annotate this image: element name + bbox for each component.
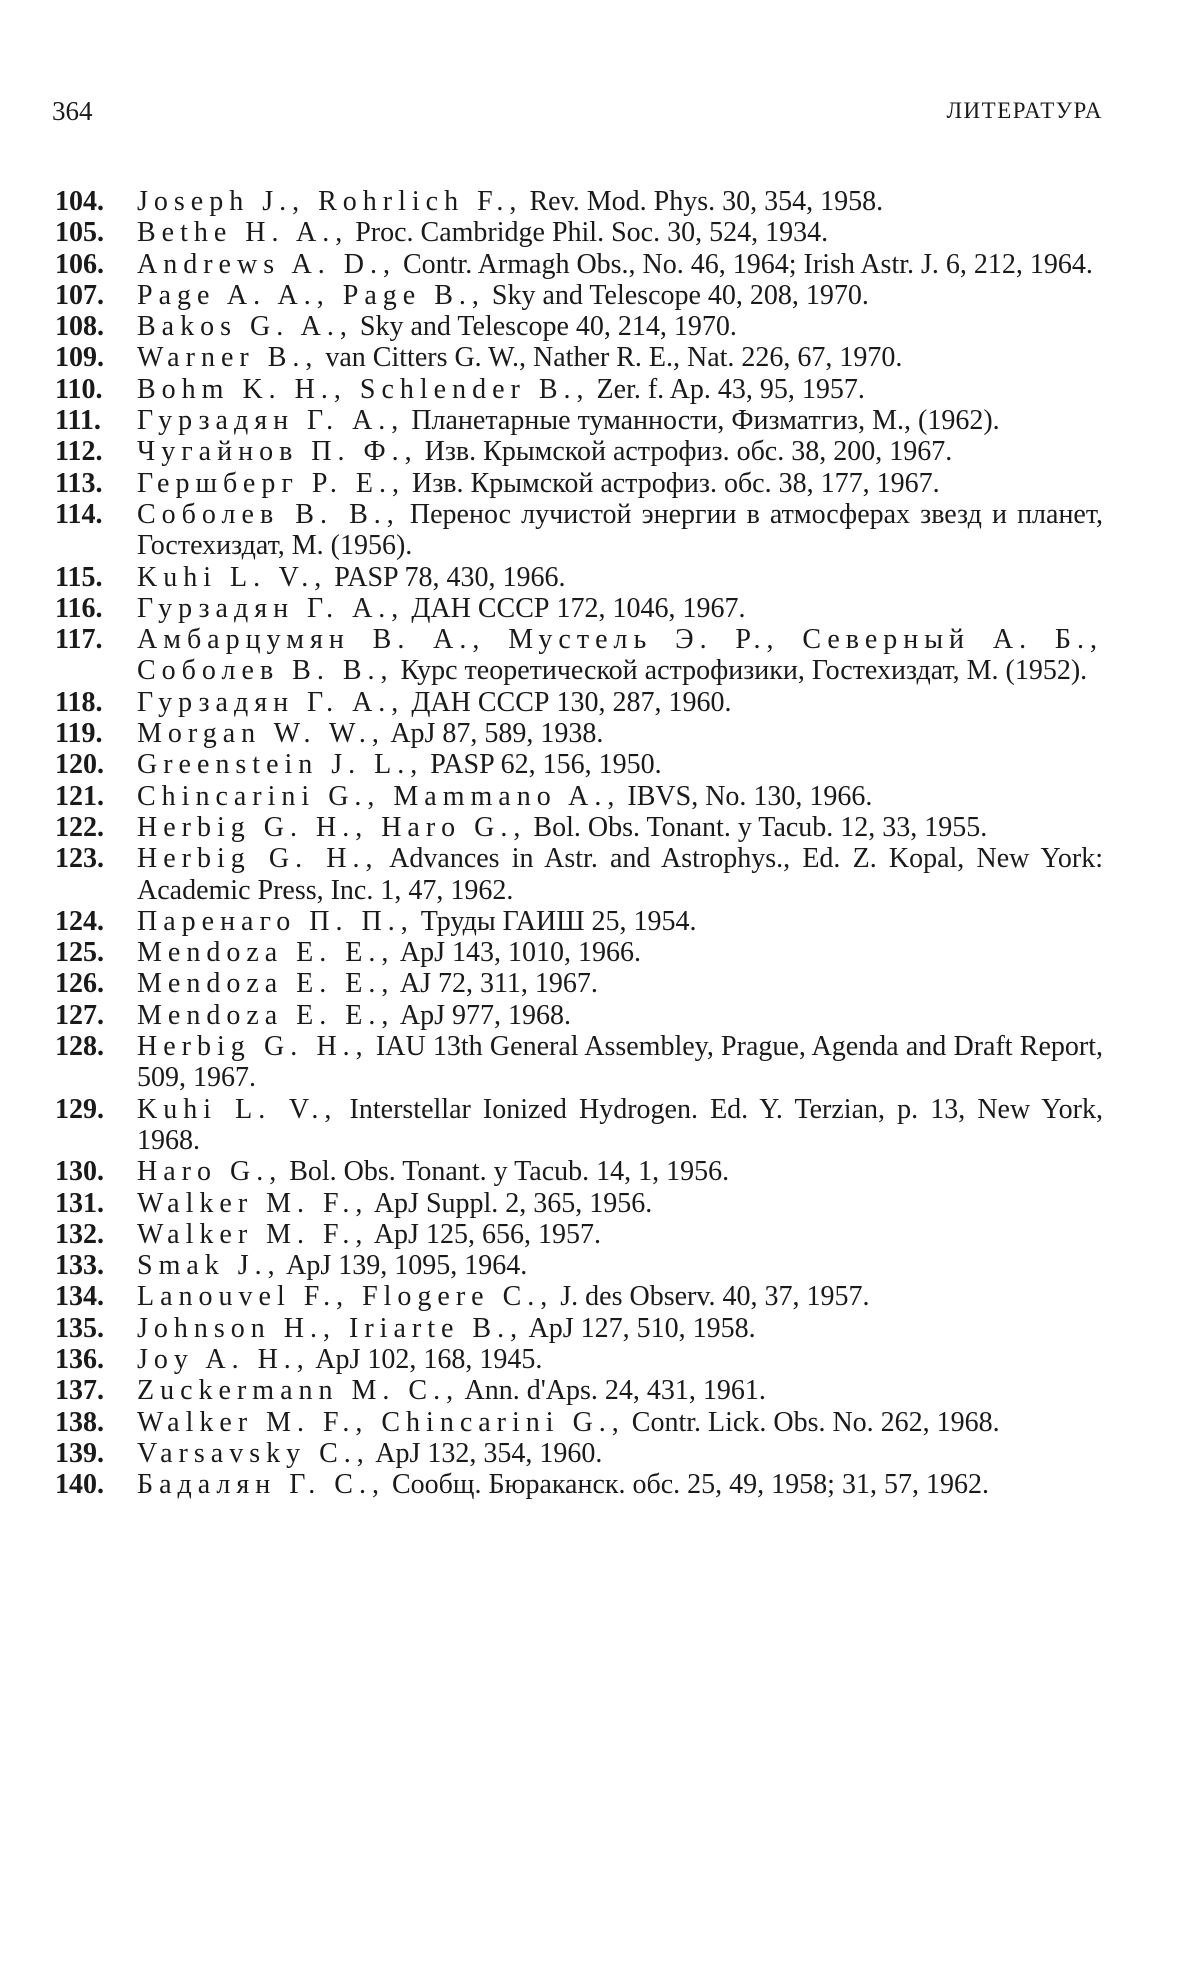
reference-number: 110. [55, 373, 103, 405]
reference-item [55, 217, 1103, 248]
reference-item [55, 1407, 1103, 1438]
reference-authors: Kuhi L. V., [137, 561, 328, 593]
reference-citation: J. des Observ. 40, 37, 1957. [553, 1281, 870, 1313]
reference-citation: ApJ 132, 354, 1960. [369, 1437, 603, 1469]
reference-item [55, 906, 1103, 937]
reference-authors: Паренаго П. П., [137, 905, 414, 937]
reference-authors: Walker M. F., Chincarini G., [137, 1406, 625, 1438]
reference-authors: Бадалян Г. С., [137, 1469, 385, 1501]
reference-number: 140. [55, 1469, 104, 1501]
reference-authors: Walker M. F., [137, 1218, 369, 1250]
reference-citation: ApJ Suppl. 2, 365, 1956. [368, 1187, 653, 1219]
reference-item [55, 468, 1103, 499]
reference-number: 133. [55, 1250, 104, 1282]
reference-number: 125. [55, 937, 104, 969]
reference-citation: Proc. Cambridge Phil. Soc. 30, 524, 1934. [348, 217, 829, 249]
reference-citation: Sky and Telescope 40, 208, 1970. [484, 279, 869, 311]
reference-citation: ДАН СССР 172, 1046, 1967. [404, 592, 746, 624]
reference-authors: Andrews A. D., [137, 248, 396, 280]
reference-authors: Kuhi L. V., [137, 1093, 338, 1125]
reference-citation: Interstellar Ionized Hydrogen. Ed. Y. Terzian, p. 13, New York, 1968. [137, 1093, 1103, 1156]
reference-authors: Herbig G. H., [137, 843, 379, 875]
reference-item [55, 781, 1103, 812]
reference-item [55, 1375, 1103, 1406]
reference-item [55, 1000, 1103, 1031]
reference-authors: Чугайнов П. Ф., [137, 436, 418, 468]
reference-number: 130. [55, 1156, 104, 1188]
reference-citation: ApJ 139, 1095, 1964. [280, 1250, 528, 1282]
reference-item [55, 1031, 1103, 1094]
reference-authors: Warner B., [137, 342, 319, 374]
reference-item [55, 562, 1103, 593]
reference-number: 134. [55, 1281, 104, 1313]
reference-number: 135. [55, 1312, 104, 1344]
reference-number: 124. [55, 905, 104, 937]
reference-citation: PASP 78, 430, 1966. [327, 561, 566, 593]
reference-number: 131. [55, 1187, 104, 1219]
reference-citation: Изв. Крымской астрофиз. обс. 38, 200, 1967. [417, 436, 953, 468]
reference-authors: Haro G., [137, 1156, 283, 1188]
reference-item [55, 1156, 1103, 1187]
reference-number: 126. [55, 968, 104, 1000]
reference-item [55, 1094, 1103, 1157]
reference-item [55, 843, 1103, 906]
page-number: 364 [52, 96, 93, 126]
reference-citation: Bol. Obs. Tonant. y Tacub. 14, 1, 1956. [282, 1156, 730, 1188]
reference-number: 107. [55, 279, 104, 311]
reference-authors: Mendoza E. E., [137, 999, 395, 1031]
reference-citation: Rev. Mod. Phys. 30, 354, 1958. [522, 186, 884, 217]
reference-item [55, 1344, 1103, 1375]
reference-authors: Гурзадян Г. А., [137, 592, 405, 624]
reference-number: 128. [55, 1031, 104, 1063]
reference-authors: Page A. A., Page B., [137, 279, 485, 311]
reference-number: 108. [55, 311, 104, 343]
reference-authors: Greenstein J. L., [137, 749, 424, 781]
reference-item [55, 499, 1103, 562]
reference-number: 136. [55, 1343, 104, 1375]
reference-citation: ApJ 87, 589, 1938. [384, 718, 604, 750]
reference-citation: Bol. Obs. Tonant. y Tacub. 12, 33, 1955. [526, 811, 988, 843]
reference-number: 111. [55, 405, 101, 437]
reference-number: 127. [55, 999, 104, 1031]
reference-number: 120. [55, 749, 104, 781]
reference-item [55, 937, 1103, 968]
reference-number: 129. [55, 1093, 104, 1125]
reference-item [55, 1313, 1103, 1344]
reference-number: 138. [55, 1406, 104, 1438]
reference-number: 113. [55, 467, 103, 499]
reference-number: 118. [55, 686, 103, 718]
reference-citation: ApJ 102, 168, 1945. [309, 1343, 543, 1375]
reference-item [55, 405, 1103, 436]
reference-citation: Курс теоретической астрофизики, Гостехиздат, М. (1952). [393, 655, 1088, 687]
reference-authors: Johnson H., Iriarte B., [137, 1312, 524, 1344]
reference-authors: Varsavsky C., [137, 1437, 370, 1469]
reference-item [55, 1438, 1103, 1469]
reference-authors: Morgan W. W., [137, 718, 385, 750]
reference-list [55, 186, 1103, 1500]
reference-authors: Гурзадян Г. А., [137, 405, 405, 437]
reference-citation: Труды ГАИШ 25, 1954. [413, 905, 697, 937]
reference-citation: Sky and Telescope 40, 214, 1970. [352, 311, 737, 343]
reference-authors: Joseph J., Rohrlich F., [137, 186, 523, 217]
reference-citation: ApJ 143, 1010, 1966. [394, 937, 641, 969]
reference-item [55, 436, 1103, 467]
reference-number: 132. [55, 1218, 104, 1250]
reference-citation: Изв. Крымской астрофиз. обс. 38, 177, 1967. [405, 467, 940, 499]
reference-item [55, 968, 1103, 999]
reference-authors: Mendoza E. E., [137, 968, 395, 1000]
reference-item [55, 812, 1103, 843]
reference-item [55, 1219, 1103, 1250]
reference-citation: AJ 72, 311, 1967. [394, 968, 598, 1000]
reference-item [55, 342, 1103, 373]
reference-item [55, 624, 1103, 687]
reference-citation: IBVS, No. 130, 1966. [620, 780, 873, 812]
reference-citation: Advances in Astr. and Astrophys., Ed. Z. Kopal, New York: Academic Press, Inc. 1, 47, 1962. [137, 843, 1103, 906]
reference-item [55, 280, 1103, 311]
reference-citation: Contr. Armagh Obs., No. 46, 1964; Irish Astr. J. 6, 212, 1964. [396, 248, 1093, 280]
reference-number: 104. [55, 186, 104, 217]
reference-authors: Гершберг Р. Е., [137, 467, 406, 499]
reference-number: 139. [55, 1437, 104, 1469]
reference-authors: Zuckermann M. C., [137, 1375, 460, 1407]
reference-authors: Herbig G. H., [137, 1031, 369, 1063]
reference-number: 122. [55, 811, 104, 843]
reference-item [55, 249, 1103, 280]
reference-number: 112. [55, 436, 103, 468]
reference-citation: ДАН СССР 130, 287, 1960. [404, 686, 732, 718]
reference-citation: Ann. d'Aps. 24, 431, 1961. [459, 1375, 766, 1407]
reference-authors: Bohm K. H., Schlender B., [137, 373, 590, 405]
reference-item [55, 1188, 1103, 1219]
reference-authors: Herbig G. H., Haro G., [137, 811, 527, 843]
reference-number: 115. [55, 561, 103, 593]
reference-citation: ApJ 977, 1968. [394, 999, 571, 1031]
reference-citation: Zer. f. Ap. 43, 95, 1957. [589, 373, 865, 405]
reference-citation: Сообщ. Бюраканск. обс. 25, 49, 1958; 31, 57, 1962. [384, 1469, 989, 1501]
reference-citation: ApJ 127, 510, 1958. [523, 1312, 756, 1344]
reference-item [55, 1250, 1103, 1281]
reference-authors: Chincarini G., Mammano A., [137, 780, 621, 812]
reference-number: 116. [55, 592, 103, 624]
reference-authors: Lanouvel F., Flogere C., [137, 1281, 554, 1313]
reference-authors: Гурзадян Г. А., [137, 686, 405, 718]
reference-authors: Bakos G. A., [137, 311, 353, 343]
reference-number: 106. [55, 248, 104, 280]
reference-number: 105. [55, 217, 104, 249]
reference-authors: Mendoza E. E., [137, 937, 395, 969]
reference-item [55, 687, 1103, 718]
reference-authors: Joy A. H., [137, 1343, 310, 1375]
reference-item [55, 1469, 1103, 1500]
reference-number: 121. [55, 780, 104, 812]
reference-number: 114. [55, 498, 103, 530]
reference-authors: Smak J., [137, 1250, 281, 1282]
reference-item [55, 311, 1103, 342]
reference-number: 117. [55, 624, 103, 656]
running-head: ЛИТЕРАТУРА [946, 98, 1103, 123]
reference-item [55, 749, 1103, 780]
reference-number: 109. [55, 342, 104, 374]
reference-number: 123. [55, 843, 104, 875]
reference-citation: van Citters G. W., Nather R. E., Nat. 226, 67, 1970. [318, 342, 903, 374]
reference-item [55, 186, 1103, 217]
reference-authors: Соболев В. В., [137, 498, 400, 530]
reference-authors: Bethe H. A., [137, 217, 349, 249]
reference-authors: Амбарцумян В. А., Мустель Э. Р., Северный А. Б., Соболев В. В., [137, 624, 1103, 687]
reference-citation: Планетарные туманности, Физматгиз, М., (1962). [404, 405, 1000, 437]
reference-citation: Перенос лучистой энергии в атмосферах звезд и планет, Гостехиздат, М. (1956). [137, 498, 1103, 562]
reference-authors: Walker M. F., [137, 1187, 369, 1219]
reference-item [55, 718, 1103, 749]
reference-citation: PASP 62, 156, 1950. [423, 749, 662, 781]
reference-citation: IAU 13th General Assembley, Prague, Agenda and Draft Report, 509, 1967. [137, 1031, 1103, 1094]
reference-number: 137. [55, 1375, 104, 1407]
reference-citation: ApJ 125, 656, 1957. [368, 1218, 601, 1250]
reference-number: 119. [55, 718, 103, 750]
reference-item [55, 593, 1103, 624]
reference-citation: Contr. Lick. Obs. No. 262, 1968. [624, 1406, 1000, 1438]
reference-item [55, 374, 1103, 405]
reference-item [55, 1281, 1103, 1312]
